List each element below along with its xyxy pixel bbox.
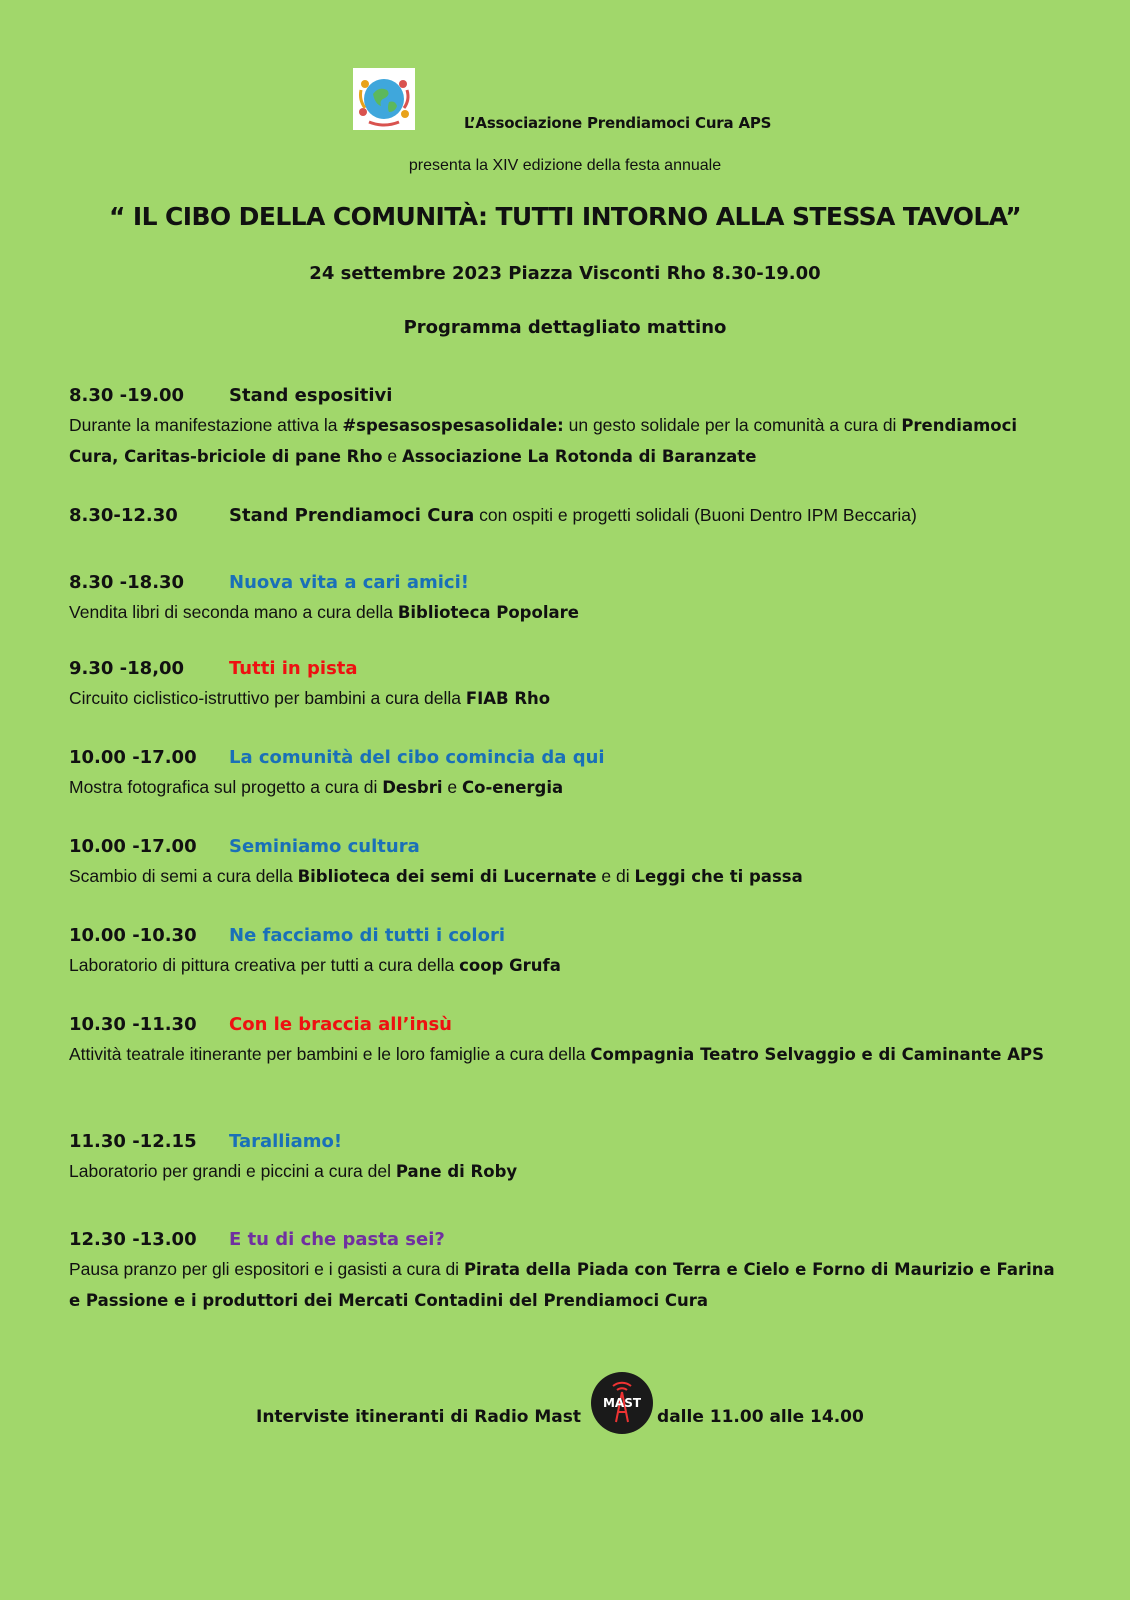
entry-head [69,1226,1069,1254]
program-entry [69,1226,1069,1316]
entry-title: La comunità del cibo comincia da qui [229,747,605,768]
program-entry [69,1128,1069,1187]
desc-text: Mostra fotografica sul progetto a cura di [69,777,383,797]
entry-time: 12.30 -13.00 [69,1229,197,1250]
entry-head [69,655,1069,683]
entry-description [69,1039,1069,1070]
desc-text: un gesto solidale per la comunità a cura di [563,415,902,435]
program-entry [69,382,1069,472]
presenta-text: presenta la XIV edizione della festa annuale [408,157,722,174]
program-title: Programma dettagliato mattino [403,317,727,338]
desc-text: Scambio di semi a cura della [69,866,298,886]
entry-time: 8.30 -19.00 [69,385,185,406]
entry-description [69,597,1069,628]
entry-description [69,861,1069,892]
entry-title: Con le braccia all’insù [229,1014,452,1035]
desc-bold: Pane di Roby [395,1162,518,1181]
entry-description [69,1156,1069,1187]
entry-time: 10.00 -10.30 [69,925,197,946]
entry-inline-description: con ospiti e progetti solidali (Buoni Dentro IPM Beccaria) [474,505,917,525]
entry-title: Tutti in pista [229,658,358,679]
desc-bold: #spesasospesasolidale: [342,416,564,435]
desc-text: Laboratorio di pittura creativa per tutti a cura della [69,955,460,975]
desc-bold: Prendiamoci Cura, Caritas-briciole di pane Rho [69,416,1018,466]
entry-head [69,833,1069,861]
entry-description [69,772,1069,803]
entry-time: 10.00 -17.00 [69,836,197,857]
presenta-line [0,157,1130,175]
entry-time: 11.30 -12.15 [69,1131,197,1152]
desc-bold: Biblioteca Popolare [397,603,579,622]
program-entry [69,501,1069,530]
entry-time: 10.30 -11.30 [69,1014,197,1035]
desc-bold: Desbri [382,778,443,797]
desc-bold: Leggi che ti passa [634,867,803,886]
entry-description [69,410,1069,472]
association-name: L’Associazione Prendiamoci Cura APS [464,114,772,132]
program-entry [69,922,1069,981]
entry-description [69,950,1069,981]
desc-text: Pausa pranzo per gli espositori e i gasisti a cura di [69,1259,464,1279]
desc-text: Durante la manifestazione attiva la [69,415,343,435]
prendiamoci-cura-logo [353,68,415,130]
entry-title: Taralliamo! [229,1131,343,1152]
desc-bold: Co-energia [462,778,564,797]
desc-text: Attività teatrale itinerante per bambini e le loro famiglie a cura della [69,1044,591,1064]
event-date-place: 24 settembre 2023 Piazza Visconti Rho 8.30-19.00 [309,263,821,284]
mast-logo-text: MAST [603,1396,642,1410]
entry-description [69,683,1069,714]
entry-time: 8.30-12.30 [69,505,178,526]
desc-text: e [382,446,402,466]
entry-title: Seminiamo cultura [229,836,420,857]
entry-head [69,922,1069,950]
desc-text: Laboratorio per grandi e piccini a cura del [69,1161,396,1181]
entry-head [69,744,1069,772]
radio-tower-icon [593,1374,651,1432]
program-entry [69,833,1069,892]
desc-bold: Biblioteca dei semi di Lucernate [297,867,597,886]
desc-bold: FIAB Rho [465,689,551,708]
entry-title: E tu di che pasta sei? [229,1229,445,1250]
desc-bold: Associazione La Rotonda di Baranzate [401,447,757,466]
program-entry [69,569,1069,628]
program-entry [69,655,1069,714]
entry-head [69,569,1069,597]
event-title: “ IL CIBO DELLA COMUNITÀ: TUTTI INTORNO ALLA STESSA TAVOLA” [108,202,1022,231]
entry-head [69,1011,1069,1039]
entry-title: Stand espositivi [229,385,393,406]
desc-text: e [442,777,462,797]
entry-title: Stand Prendiamoci Cura [229,505,475,526]
entry-time: 8.30 -18.30 [69,572,185,593]
program-entry [69,1011,1069,1070]
radio-text-after: dalle 11.00 alle 14.00 [657,1407,864,1427]
desc-text: e di [596,866,635,886]
desc-bold: coop Grufa [459,956,561,975]
entry-time: 9.30 -18,00 [69,658,185,679]
entry-head [69,1128,1069,1156]
program-entry [69,744,1069,803]
radio-mast-logo [591,1372,653,1434]
radio-interviews-line [256,1382,864,1452]
entry-title: Ne facciamo di tutti i colori [229,925,506,946]
entry-title: Nuova vita a cari amici! [229,572,469,593]
desc-bold: Compagnia Teatro Selvaggio e di Caminante APS [590,1045,1044,1064]
entry-head [69,501,1069,530]
desc-text: Circuito ciclistico-istruttivo per bambini a cura della [69,688,466,708]
radio-text-before: Interviste itineranti di Radio Mast [256,1407,582,1427]
desc-bold: Pirata della Piada con Terra e Cielo e Forno di Maurizio e Farina e Passione e i produttori dei Mercati Contadini del Prendiamoci Cura [69,1260,1055,1310]
globe-logo-icon [355,70,413,128]
entry-head [69,382,1069,410]
entry-time: 10.00 -17.00 [69,747,197,768]
desc-text: Vendita libri di seconda mano a cura della [69,602,398,622]
entry-description [69,1254,1069,1316]
